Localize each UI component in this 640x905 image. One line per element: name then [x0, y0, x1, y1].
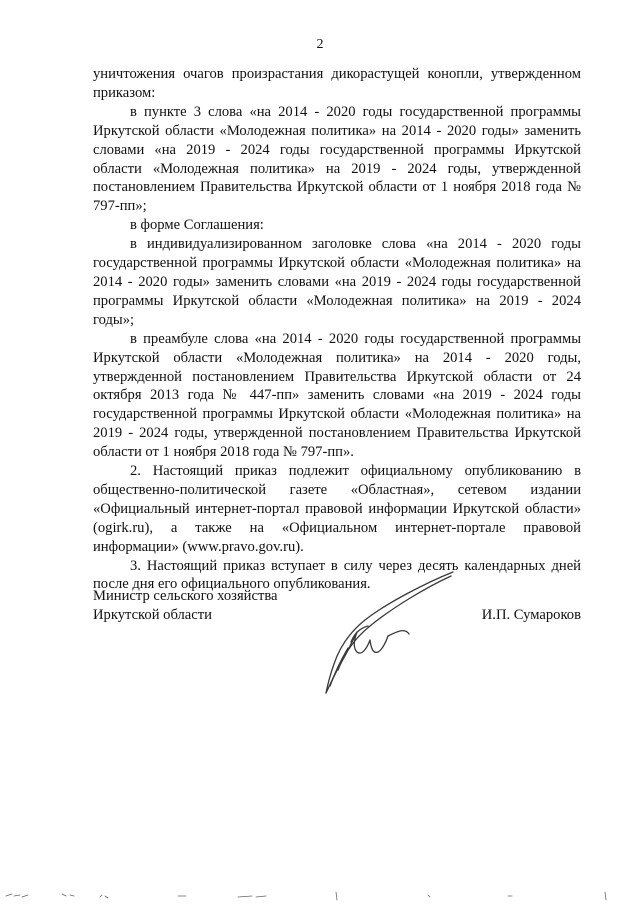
signer-position-line-2: Иркутской области: [93, 606, 212, 623]
signer-name: И.П. Сумароков: [481, 606, 581, 623]
page-number: 2: [316, 37, 324, 52]
paragraph-2: в пункте 3 слова «на 2014 - 2020 годы государственной программы Иркутской области «Молодежная политика» на 2014 - 2020 годы» заменить словами «на 2019 - 2024 годы государственной программы Иркутской области «Молодежная политика» на 2019 - 2024 годы, утвержденной постановлением Правительства Иркутской области от 1 ноября 2018 года № 797-пп»;: [93, 103, 581, 215]
scan-noise: [0, 884, 640, 905]
paragraph-5: в преамбуле слова «на 2014 - 2020 годы государственной программы Иркутской области «Молодежная политика» на 2014 - 2020 годы, утвержденной постановлением Правительства Иркутской области от 24 октября 2013 года № 447-пп» заменить словами «на 2019 - 2024 годы государственной программы Иркутской области «Молодежная политика» на 2019 - 2024 годы, утвержденной постановлением Правительства Иркутской области от 1 ноября 2018 года № 797-пп».: [93, 330, 581, 461]
signer-position-line-1: Министр сельского хозяйства: [93, 588, 278, 604]
paragraph-4: в индивидуализированном заголовке слова «на 2014 - 2020 годы государственной программы Иркутской области «Молодежная политика» на 2014 - 2020 годы» заменить словами «на 2019 - 2024 годы государственной программы Иркутской области «Молодежная политика» на 2019 - 2024 годы»;: [93, 236, 581, 328]
paragraph-3: в форме Соглашения:: [130, 217, 264, 234]
handwritten-signature: [310, 560, 470, 700]
paragraph-7: 3. Настоящий приказ вступает в силу через десять календарных дней после дня его официального опубликования.: [93, 557, 581, 593]
paragraph-1: уничтожения очагов произрастания дикорастущей конопли, утвержденном приказом:: [93, 66, 581, 101]
document-body: [93, 65, 581, 594]
paragraph-6: 2. Настоящий приказ подлежит официальному опубликованию в общественно-политической газете «Областная», сетевом издании «Официальный интернет-портал правовой информации Иркутской области» (ogirk.ru), а также на «Официальном интернет-портале правовой информации» (www.pravo.gov.ru).: [93, 463, 581, 555]
